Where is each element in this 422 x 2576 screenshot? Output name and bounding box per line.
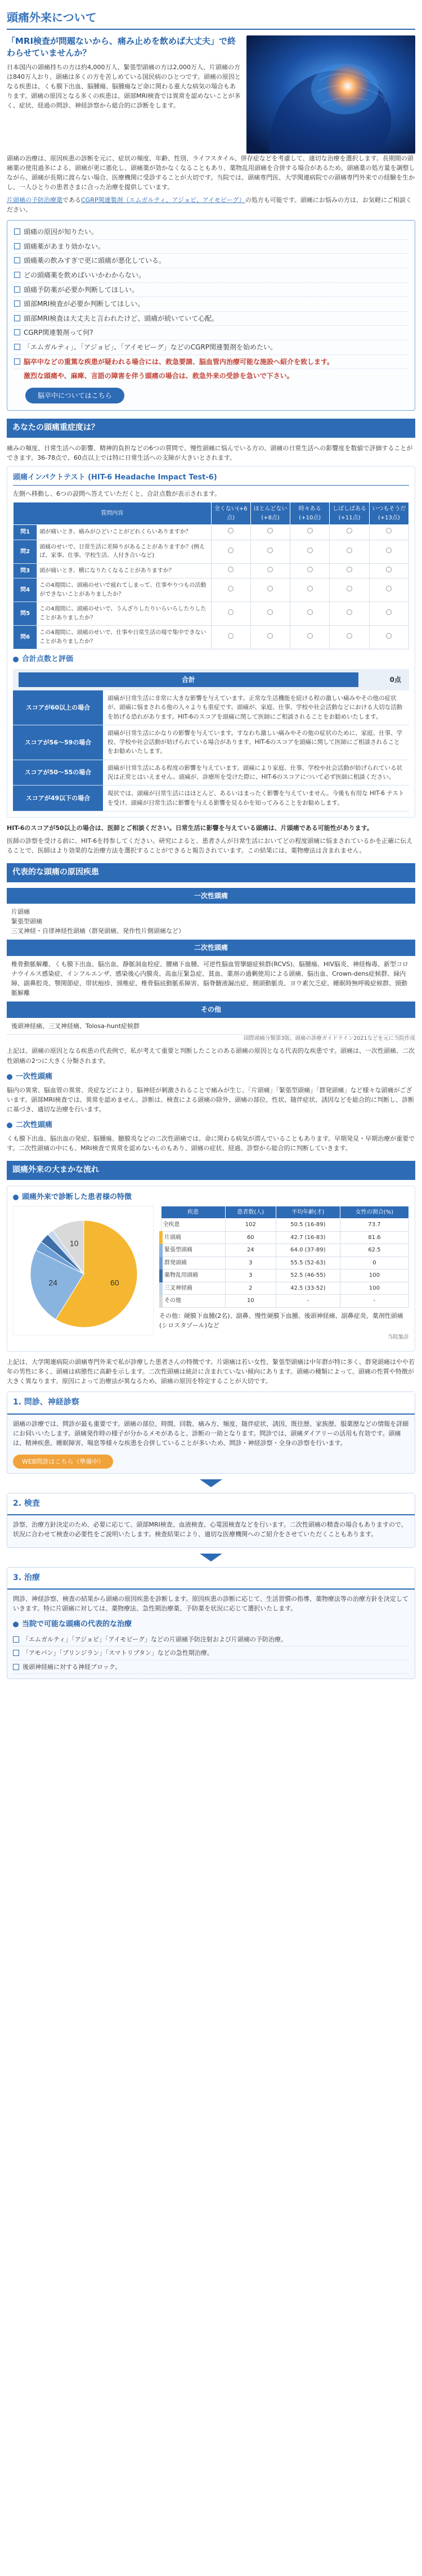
checklist-item <box>14 326 408 340</box>
impact-intro: 痛みの頻度、日常生活への影響、精神的負担などの6つの質問で、慢性頭痛に悩んでいる方の、頭痛の日常生活への影響度を数値で評価することができます。36-78点で、60点以上では特に日常生活への支障が大きいとされます。 <box>7 445 413 462</box>
checkbox-icon[interactable] <box>14 272 20 278</box>
hero-lead: 「MRI検査が問題ないから、痛み止めを飲めば大丈夫」で終わらせていませんか？ <box>7 36 236 58</box>
secondary-body: 椎骨動脈解離、くも膜下出血、脳出血、静脈洞血栓症、腰痛下血腫、可逆性脳血管攣縮症候群(RCVS)、脳腫瘍、HIV脳炎、神経梅毒、新型コロナウイルス感染症、インフルエンザ、感染後心内膜炎、高血圧緊急症、貧血、薬剤の過剰使用による頭痛、脳出血、Crown-dens症候群、緑内障、副鼻腔炎、顎関節症、帯状疱疹、頸椎症、椎骨脳底動脈系障害、脳脊髄液漏出症、側頭動脈炎、ヨウ素欠乏症、睡眠時無呼吸症候群、頸動脈解離 <box>7 956 415 1002</box>
answer-cell <box>290 525 330 540</box>
treatment-text: 「アモバン」「ブリンジラン」「スマトリプタン」などの急性期治療。 <box>23 1649 213 1657</box>
answer-cell <box>211 525 250 540</box>
stats-cell: 100 <box>340 1269 408 1282</box>
bullet-icon <box>13 1622 19 1627</box>
checklist-text: 「エムガルティ」、「アジョビ」、「アイモビーグ」などのCGRP関連製剤を始めたい。 <box>24 343 277 352</box>
stats-cell: 102 <box>225 1219 276 1232</box>
stats-row <box>161 1282 409 1295</box>
answer-radio[interactable] <box>228 633 234 639</box>
checklist-text: CGRP関連製剤って何? <box>24 329 93 337</box>
treatment-item <box>13 1633 409 1646</box>
choice-header: しばしばある(+11点) <box>330 502 369 525</box>
question-row <box>14 626 409 649</box>
answer-cell <box>250 563 290 578</box>
checklist-text: 頭痛薬があまり効かない。 <box>24 242 105 250</box>
stats-header: 疾患 <box>161 1206 225 1219</box>
treatment-item <box>13 1661 409 1674</box>
answer-radio[interactable] <box>307 609 313 615</box>
answer-radio[interactable] <box>386 586 392 591</box>
answer-cell <box>211 602 250 626</box>
checklist-items <box>14 225 408 354</box>
stats-table-wrap <box>159 1206 409 1345</box>
question-text: 頭痛のせいで、日常生活に差障りがあることがありますか？(例えば、家事、仕事、学校生活、人付き合いなど) <box>37 540 211 563</box>
checkbox-icon[interactable] <box>14 243 20 249</box>
stats-row <box>161 1231 409 1244</box>
question-number: 問6 <box>14 626 37 649</box>
down-arrow-icon <box>200 1554 222 1561</box>
answer-radio[interactable] <box>228 609 234 615</box>
answer-cell <box>250 602 290 626</box>
answer-radio[interactable] <box>307 547 313 553</box>
stats-cell: 3 <box>225 1269 276 1282</box>
answer-cell <box>369 602 408 626</box>
stats-cell: - <box>340 1295 408 1308</box>
score-title: 合計点数と評価 <box>22 655 74 664</box>
answer-cell <box>330 602 369 626</box>
question-number: 問3 <box>14 563 37 578</box>
stats-cell: 緊張型頭痛 <box>161 1244 225 1257</box>
score-range-label: スコアが50〜55の場合 <box>13 760 103 786</box>
flow-step-body <box>7 1590 415 1678</box>
answer-cell <box>369 626 408 649</box>
choice-header: ほとんどない(+8点) <box>250 502 290 525</box>
answer-cell <box>369 540 408 563</box>
other-header: その他 <box>7 1002 415 1018</box>
flow-step-text: 診察、治療方針決定のため、必要に応じて、頭部MRI検査、血液検査、心電図検査などを行います。二次性頭痛の精査の場合もありますので、状況に合わせて検査の必要性をご説明いたします。検査結果により、適切な医療機関へのご紹介をさせていただくこともあります。 <box>13 1521 407 1538</box>
stats-cell: 0 <box>340 1256 408 1269</box>
warning-text-2: 激烈な頭痛や、麻痺、言語の障害を伴う頭痛の場合は、救急外来の受診を急いで下さい。 <box>24 372 294 380</box>
chart-title: 頭痛外来で診断した患者様の特徴 <box>22 1192 132 1201</box>
total-value: 0点 <box>389 675 401 684</box>
stats-cell: 全疾患 <box>161 1219 225 1232</box>
checkbox-icon[interactable] <box>14 228 20 235</box>
stats-cell: 24 <box>225 1244 276 1257</box>
question-number: 問5 <box>14 602 37 626</box>
answer-cell <box>369 578 408 602</box>
treatment-text: 「エムガルティ」「アジョビ」「アイモビーグ」などの片頭痛予防注射および片頭痛の予防治療。 <box>23 1636 288 1644</box>
answer-radio[interactable] <box>228 528 234 533</box>
checklist-text: 頭部MRI検査が必要か判断してほしい。 <box>24 300 145 308</box>
answer-radio[interactable] <box>386 609 392 615</box>
question-text: この4週間に、頭痛のせいで疲れてしまって、仕事やりつもの活動ができないことがありましたか？ <box>37 578 211 602</box>
answer-cell <box>369 525 408 540</box>
answer-radio[interactable] <box>267 633 273 639</box>
checklist-item <box>14 240 408 254</box>
stats-cell: 三叉神経痛 <box>161 1282 225 1295</box>
checklist-text: 頭痛予防薬が必要か判断してほしい。 <box>24 285 139 294</box>
stats-cell: 片頭痛 <box>161 1231 225 1244</box>
checkbox-icon <box>13 1664 19 1670</box>
hit6-table <box>13 502 409 649</box>
choice-header: 時々ある(+10点) <box>290 502 330 525</box>
stats-cell: 42.5 (33-52) <box>276 1282 340 1295</box>
bullet-icon <box>13 1195 19 1200</box>
answer-cell <box>250 540 290 563</box>
flow-step-title: 2. 検査 <box>7 1493 415 1516</box>
answer-radio[interactable] <box>307 586 313 591</box>
flow-step-text: 頭痛の診療では、問診が最も重要です。頭痛の部位、時間、回数、痛み方、頻度、随伴症状、誘因、既往歴、家族歴、服薬歴などの情報を詳細にお伺いいたします。頭痛発作時の様子が分かるメモがあると、診断の一助となります。問診では、頭痛ダイアリーの活用も有効です。頭痛は、精神疾患、睡眠障害、喘息等様々な疾患を合併していることが多いため、問診・神経診察・全身の診察を行います。 <box>13 1420 409 1447</box>
answer-radio[interactable] <box>347 633 352 639</box>
answer-radio[interactable] <box>347 528 352 533</box>
stats-cell: 薬物乱用頭痛 <box>161 1269 225 1282</box>
stats-row <box>161 1219 409 1232</box>
sub-secondary-heading <box>7 1120 415 1131</box>
chart-and-table <box>13 1206 409 1345</box>
answer-cell <box>330 563 369 578</box>
stats-table <box>159 1206 409 1308</box>
score-range-label: スコアが49以下の場合 <box>13 786 103 811</box>
stats-cell: 52.5 (46-55) <box>276 1269 340 1282</box>
symptom-checklist <box>7 220 415 411</box>
score-range-desc: 頭痛が日常生活にかなりの影響を与えています。すなわち激しい痛みやその他の症状のために、家庭、仕事、学校、学校や社会活動が妨げられている場合があります。HIT-6のスコアを頭痛に関して医師にご相談されることをお勧めいたします。 <box>107 729 403 755</box>
treatment-text: 後頭神経痛に対する神経ブロック。 <box>23 1663 122 1671</box>
primary-body: 片頭痛 緊張型頭痛 三叉神経・自律神経性頭痛（群発頭痛、発作性片側頭痛など） <box>7 904 415 940</box>
treatment-item <box>13 1646 409 1660</box>
stats-cell: - <box>276 1295 340 1308</box>
choice-header: 全くない(+6点) <box>211 502 250 525</box>
stats-header: 女性の割合(%) <box>340 1206 408 1219</box>
primary-header: 一次性頭痛 <box>7 888 415 904</box>
answer-radio[interactable] <box>347 609 352 615</box>
kinds-text1: 上記は、頭痛の原因となる疾患の代表例で、私が考えて重要と判断したことのある頭痛の原因となる代表的な疾患です。頭痛は、一次性頭痛、二次性頭痛の2つに大きく分類されます。 <box>7 1047 415 1065</box>
flow-step <box>7 1567 415 1679</box>
flow-step-text: 問診、神経診察、検査の結果から頭痛の原因疾患を診断します。原因疾患の診断に応じて、生活習慣の指導、薬物療法等の治療方針を決定していきます。特に片頭痛に対しては、薬物療法、急性期治療薬、予防薬を状況に応じて選択いたします。 <box>13 1595 408 1613</box>
score-range-desc: 頭痛が日常生活に非常に大きな影響を与えています。正常な生活機能を続ける程の激しい痛みやその他の症状が、頭痛に悩まされる他の人々よりも重症です。頭痛が、家庭、仕事、学校や社会活動などにおける大切な活動を妨げる恐れがあります。HIT-6のスコアを頭痛に関して医師にご相談されることをお勧めいたします。 <box>107 695 403 720</box>
flow-step <box>7 1493 415 1548</box>
checklist-item <box>14 254 408 268</box>
checkbox-icon <box>13 1636 19 1642</box>
sub-secondary-title: 二次性頭痛 <box>16 1120 53 1129</box>
treatment-list <box>13 1633 409 1673</box>
answer-radio[interactable] <box>228 586 234 591</box>
flow-steps <box>7 1392 415 1679</box>
score-range-label: スコアが56〜59の場合 <box>13 725 103 760</box>
stats-cell: 100 <box>340 1282 408 1295</box>
question-text: 頭が痛いとき、痛みがひどいことがどれくらいありますか？ <box>37 525 211 540</box>
answer-cell <box>330 540 369 563</box>
answer-radio[interactable] <box>228 547 234 553</box>
treatment-subtitle: 当院で可能な頭痛の代表的な治療 <box>22 1620 132 1629</box>
question-number: 問4 <box>14 578 37 602</box>
answer-radio[interactable] <box>307 633 313 639</box>
sub-secondary-text: くも膜下出血、脳出血の発症、脳腫瘍、髄膜炎などの二次性頭痛では、命に関わる病気が潜んでいることもあります。早期発見・早期治療が重要です。二次性頭痛の中にも、MRI検査で異常を認めないものもあり、頭痛の症状、経過、診察から総合的に判断していきます。 <box>7 1134 415 1152</box>
answer-radio[interactable] <box>347 586 352 591</box>
hero <box>7 35 415 154</box>
stats-cell: 64.0 (37-89) <box>276 1244 340 1257</box>
answer-radio[interactable] <box>267 609 273 615</box>
question-number: 問2 <box>14 540 37 563</box>
answer-cell <box>211 578 250 602</box>
total-label: 合計 <box>19 672 358 688</box>
other-note: その他：硬膜下血腫(2名)、副鼻、慢性硬膜下血腫、後頭神経痛、副鼻症炎、薬剤性頭痛(シロスタゾール)など <box>159 1312 403 1329</box>
stats-cell: 55.5 (52-63) <box>276 1256 340 1269</box>
warning-text-1: 脳卒中などの重篤な疾患が疑われる場合には、救急要請、脳血管内治療可能な施設へ紹介を致します。 <box>24 357 334 366</box>
score-range-label: スコアが60以上の場合 <box>13 690 103 725</box>
checklist-item <box>14 283 408 298</box>
stroke-info-button[interactable]: 脳卒中についてはこちら <box>25 388 124 404</box>
pie-label-0: 60 <box>110 1278 119 1287</box>
brain-illustration <box>246 35 415 154</box>
score-section <box>13 654 409 811</box>
answer-radio[interactable] <box>228 567 234 572</box>
answer-radio[interactable] <box>347 547 352 553</box>
score-range-row <box>13 690 409 725</box>
cgrp-link[interactable]: CGRP関連製剤（エムガルティ、アジョビ、アイモビーグ） <box>81 196 245 204</box>
hero-p3: 片頭痛の予防治療薬であるCGRP関連製剤（エムガルティ、アジョビ、アイモビーグ）の処方も可能です。頭痛にお悩みの方は、お気軽にご相談ください。 <box>7 196 412 214</box>
checkbox-icon[interactable] <box>14 329 20 335</box>
question-row <box>14 540 409 563</box>
flow-band: 頭痛外来の大まかな流れ <box>7 1161 415 1180</box>
score-header <box>13 654 409 665</box>
checklist-item <box>14 297 408 312</box>
flow-step <box>7 1392 415 1474</box>
hero-p1: 日本国内の頭痛持ちの方は約4,000万人、緊張型頭痛の方は2,000万人、片頭痛の方は840万人おり、頭痛は多くの方を苦しめている国民病のひとつです。頭痛の原因となる疾患は、くも膜下出血、脳腫瘍、脳腫瘍など命に関わる重大な病気の場合もあります。頭痛の原因となる多くの疾患は、頭部MRI検査では異常を認めないことが多く、症状、経過の問診、神経診察から総合的に診断をします。 <box>7 64 241 110</box>
answer-cell <box>250 578 290 602</box>
pie-label-1: 24 <box>48 1278 57 1287</box>
answer-cell <box>330 525 369 540</box>
score-range-desc: 頭痛が日常生活にある程度の影響を与えています。頭痛により家庭、仕事、学校や社会活動が妨げられている状況は正常とはいえません。頭痛が、診療所を受けた際に、HIT-6のスコアについて必ず医師に相談ください。 <box>107 764 403 780</box>
answer-cell <box>369 563 408 578</box>
answer-cell <box>250 525 290 540</box>
answer-cell <box>330 626 369 649</box>
answer-cell <box>211 626 250 649</box>
score-range-row <box>13 760 409 786</box>
answer-radio[interactable] <box>386 528 392 533</box>
stats-card <box>7 1186 415 1352</box>
sub-primary-heading <box>7 1071 415 1083</box>
answer-radio[interactable] <box>386 547 392 553</box>
stats-row <box>161 1269 409 1282</box>
flow-step-body <box>7 1415 415 1473</box>
sub-primary-title: 一次性頭痛 <box>16 1072 53 1081</box>
pie-label-5: 10 <box>69 1238 79 1248</box>
stats-cell: 50.5 (16-89) <box>276 1219 340 1232</box>
choice-header: いつもそうだ(+13点) <box>369 502 408 525</box>
score-range-row <box>13 786 409 811</box>
answer-cell <box>211 563 250 578</box>
answer-cell <box>290 578 330 602</box>
answer-cell <box>290 626 330 649</box>
other-body: 後頭神経痛、三叉神経痛、Tolosa-hunt症候群 <box>7 1018 415 1035</box>
headache-kinds-table <box>7 888 415 1035</box>
stats-row <box>161 1244 409 1257</box>
checklist-item <box>14 312 408 326</box>
stats-header: 平均年齢(才) <box>276 1206 340 1219</box>
question-row <box>14 578 409 602</box>
flow-step-body <box>7 1515 415 1547</box>
impact-band: あなたの頭痛重症度は？ <box>7 419 415 438</box>
stats-row <box>161 1256 409 1269</box>
answer-cell <box>250 626 290 649</box>
stats-cell: 62.5 <box>340 1244 408 1257</box>
question-text: 頭が痛いとき、横になりたくなることがありますか？ <box>37 563 211 578</box>
hit6-title: 頭痛インパクトテスト (HIT-6 Headache Impact Test-6) <box>13 472 409 486</box>
page-title: 頭痛外来について <box>7 9 415 30</box>
bullet-icon <box>7 1123 12 1128</box>
stats-cell: 3 <box>225 1256 276 1269</box>
stats-cell: 73.7 <box>340 1219 408 1232</box>
treatment-subheading <box>13 1619 409 1630</box>
answer-radio[interactable] <box>386 567 392 572</box>
checklist-text: どの頭痛薬を飲めばいいかわからない。 <box>24 271 146 280</box>
pie-svg <box>14 1206 154 1336</box>
score-range-row <box>13 725 409 760</box>
stats-cell: 群発頭痛 <box>161 1256 225 1269</box>
pie-chart <box>13 1206 154 1335</box>
stats-cell: 10 <box>225 1295 276 1308</box>
impact-after1: HIT-6のスコアが50以上の場合は、医師とご相談ください。日常生活に影響を与えている頭痛は、片頭痛である可能性があります。 <box>7 824 373 832</box>
answer-radio[interactable] <box>386 633 392 639</box>
answer-cell <box>290 563 330 578</box>
checklist-item <box>14 340 408 355</box>
answer-radio[interactable] <box>307 528 313 533</box>
stats-cell: 2 <box>225 1282 276 1295</box>
stats-row <box>161 1295 409 1308</box>
preventive-drug-link[interactable]: 片頭痛の予防治療薬 <box>7 196 62 204</box>
checkbox-icon[interactable] <box>14 257 20 263</box>
chart-heading <box>13 1192 409 1203</box>
check-circle-icon <box>13 657 19 662</box>
checkbox-icon[interactable] <box>14 358 20 365</box>
stats-cell: 60 <box>225 1231 276 1244</box>
checklist-text: 頭部MRI検査は大丈夫と言われたけど、頭痛が続いていて心配。 <box>24 314 219 322</box>
question-row <box>14 525 409 540</box>
checklist-text: 頭痛薬の飲みすぎで更に頭痛が悪化している。 <box>24 257 166 265</box>
checklist-item <box>14 225 408 240</box>
answer-radio[interactable] <box>267 586 273 591</box>
hit6-card <box>7 466 415 818</box>
flow-step-title: 3. 治療 <box>7 1568 415 1590</box>
checkbox-icon[interactable] <box>14 300 20 307</box>
flow-intro: 上記は、大学関連病院の頭痛専門外来で私が診療した患者さんの特徴です。片頭痛は若い女性、緊張型頭痛は中年群が特に多く、群発頭痛はやや若年の男性に多く、頭痛は病態性に高齢を示します。二次性頭痛は統計に含まれていない傾向にあります。頭痛の種類によって、頭痛の性質や特徴が大きく異なります。原因によって治療法が異なるため、頭痛の原因を特定することが大切です。 <box>7 1358 415 1385</box>
answer-cell <box>330 578 369 602</box>
checkbox-icon <box>13 1650 19 1656</box>
answer-radio[interactable] <box>267 547 273 553</box>
col-question: 質問内容 <box>14 502 212 525</box>
stats-header: 患者数(人) <box>225 1206 276 1219</box>
table-source: 当院集計 <box>387 1334 409 1340</box>
checklist-text: 頭痛の原因が知りたい。 <box>24 228 98 236</box>
sub-primary-text: 脳内の異常、脳血管の異常、炎症などにより、脳神経が刺激されることで痛みが生じ、「片頭痛」「緊張型頭痛」「群発頭痛」など様々な頭痛がございます。頭部MRI検査では、異常を認めません。診断は、検査による頭痛の除外、頭痛の部位、性状、随伴症状、誘因などを総合的に判断し、診断に基づき、適切な治療を行います。 <box>7 1086 415 1113</box>
kinds-note: 国際頭痛分類第3版。頭痛の診療ガイドライン2021などを元に当院作成 <box>243 1035 415 1042</box>
checklist-item <box>14 268 408 283</box>
kinds-band: 代表的な頭痛の原因疾患 <box>7 863 415 882</box>
secondary-header: 二次性頭痛 <box>7 940 415 956</box>
answer-radio[interactable] <box>307 567 313 572</box>
answer-cell <box>290 602 330 626</box>
stats-cell: 81.6 <box>340 1231 408 1244</box>
stats-cell: 42.7 (16-83) <box>276 1231 340 1244</box>
hero-p2: 頭痛の治療は、原因疾患の診断を元に、症状の頻度、年齢、性別、ライフスタイル、併存症などを考慮して、適切な治療を選択します。長期間の頭痛薬の使用過多による、頭痛が更に悪化し、頭痛薬が効かなくなることもあり、薬物乱用頭痛を合併する場合があるため、頭痛薬の処方量を調整しながら、頭痛が長期に渡らない場合、医療機関に受診することが大切です。当院では、頭痛専門医、大学関連病院での頭痛専門外来での経験を生かし、一人ひとりの患者さまに合った治療を提供しています。 <box>7 155 415 191</box>
impact-after2: 医師の診察を受ける前に、HIT-6を持参してください。研究によると、患者さんが日常生活においてどの程度頭痛に悩まされているかを正確に伝えることで、医師はより効果的な治療方法を選択することができると報告されています。この結果には、薬物療法は含まれません。 <box>7 837 413 854</box>
answer-radio[interactable] <box>347 567 352 572</box>
hero-text <box>7 35 241 154</box>
score-total-row <box>13 669 409 691</box>
question-text: この4週間に、頭痛のせいで、うんざりしたりいらいらしたりしたことがありましたか？ <box>37 602 211 626</box>
brain-image <box>246 35 415 154</box>
checkbox-icon[interactable] <box>14 315 20 321</box>
hit6-lead: 左側へ移動し、6つの設問へ答えていただくと、合計点数が表示されます。 <box>13 490 221 498</box>
web-questionnaire-button[interactable]: WEB問診はこちら（準備中） <box>13 1455 113 1469</box>
bullet-icon <box>7 1074 12 1080</box>
checklist-warning-1 <box>14 355 408 370</box>
score-ranges <box>13 690 409 811</box>
answer-radio[interactable] <box>267 567 273 572</box>
question-row <box>14 563 409 578</box>
score-range-desc: 現状では、頭痛が日常生活にはほとんど、あるいはまったく影響を与えていません。今後も有用な HIT-6 テストを受け、頭痛が日常生活に影響を与える影響を見るかを知ってみることをお勧めします。 <box>107 790 405 806</box>
answer-cell <box>211 540 250 563</box>
down-arrow-icon <box>200 1479 222 1487</box>
question-text: この4週間に、頭痛のせいで、仕事や日常生活の場で集中できないことがありましたか？ <box>37 626 211 649</box>
flow-step-title: 1. 問診、神経診察 <box>7 1392 415 1415</box>
question-number: 問1 <box>14 525 37 540</box>
question-row <box>14 602 409 626</box>
checkbox-icon[interactable] <box>14 286 20 293</box>
stats-cell: その他 <box>161 1295 225 1308</box>
checklist-warning-2 <box>14 369 408 383</box>
answer-cell <box>290 540 330 563</box>
checkbox-icon[interactable] <box>14 344 20 350</box>
answer-radio[interactable] <box>267 528 273 533</box>
